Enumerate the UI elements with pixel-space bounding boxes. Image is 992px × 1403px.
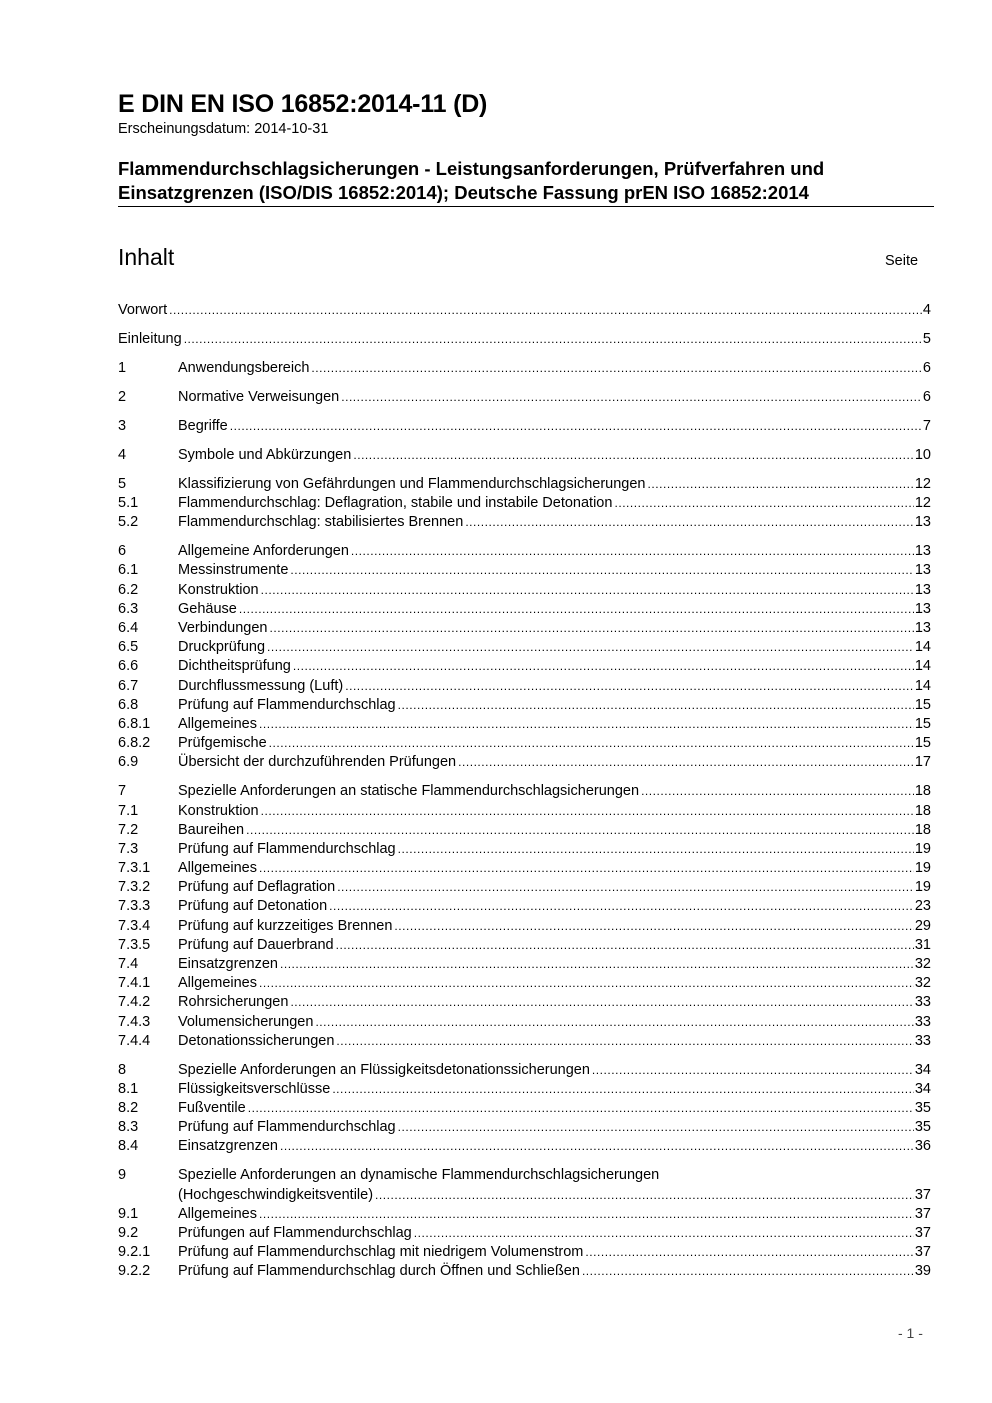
toc-entry[interactable] bbox=[118, 494, 931, 513]
toc-entry[interactable] bbox=[118, 753, 931, 772]
toc-entry-number: 1 bbox=[118, 359, 127, 376]
toc-entry-title: Fußventile bbox=[178, 1100, 246, 1117]
dot-leader bbox=[339, 388, 922, 407]
toc-entry-heading-line bbox=[118, 1166, 931, 1185]
dot-leader bbox=[291, 657, 914, 676]
dot-leader bbox=[396, 840, 914, 859]
toc-entry-number: 2 bbox=[118, 388, 127, 405]
toc-entry-number: 6.6 bbox=[118, 658, 139, 675]
toc-entry-title: Allgemeines bbox=[178, 715, 257, 732]
toc-entry-number: 7 bbox=[118, 783, 127, 800]
toc-entry[interactable] bbox=[118, 301, 931, 320]
dot-leader bbox=[646, 475, 914, 494]
toc-entry-page: 34 bbox=[914, 1061, 931, 1078]
toc-entry-title: Messinstrumente bbox=[178, 562, 289, 579]
toc-entry-number: 9 bbox=[118, 1167, 127, 1184]
dot-leader bbox=[456, 753, 914, 772]
toc-entry-title: Druckprüfung bbox=[178, 639, 266, 656]
table-of-contents bbox=[118, 301, 931, 1282]
dot-leader bbox=[313, 1013, 913, 1032]
toc-entry-page: 12 bbox=[914, 475, 931, 492]
dot-leader bbox=[268, 619, 914, 638]
toc-entry-page: 19 bbox=[914, 860, 931, 877]
toc-entry-page: 15 bbox=[914, 696, 931, 713]
toc-entry-number: 7.3 bbox=[118, 840, 139, 857]
toc-entry-title: Prüfung auf Flammendurchschlag bbox=[178, 1119, 396, 1136]
toc-entry-page: 33 bbox=[914, 994, 931, 1011]
toc-entry-title: Spezielle Anforderungen an statische Flammendurchschlagsicherungen bbox=[178, 783, 640, 800]
toc-entry-title: Allgemeines bbox=[178, 1205, 257, 1222]
toc-entry-title: Flammendurchschlag: Deflagration, stabile und instabile Detonation bbox=[178, 495, 613, 512]
toc-entry[interactable] bbox=[118, 993, 931, 1012]
toc-entry-page: 6 bbox=[922, 359, 931, 376]
toc-entry-page: 18 bbox=[914, 783, 931, 800]
dot-leader bbox=[349, 542, 914, 561]
toc-entry-title: Normative Verweisungen bbox=[178, 388, 340, 405]
toc-entry[interactable] bbox=[118, 561, 931, 580]
toc-entry-page: 13 bbox=[914, 543, 931, 560]
toc-entry-number: 9.2.1 bbox=[118, 1244, 151, 1261]
dot-leader bbox=[259, 802, 914, 821]
toc-entry[interactable] bbox=[118, 1186, 931, 1205]
dot-leader bbox=[639, 782, 914, 801]
toc-entry-number: 7.2 bbox=[118, 821, 139, 838]
toc-entry-page: 39 bbox=[914, 1263, 931, 1280]
toc-entry-title: Prüfung auf Detonation bbox=[178, 898, 328, 915]
dot-leader bbox=[412, 1224, 914, 1243]
dot-leader bbox=[259, 581, 914, 600]
toc-entry-title: (Hochgeschwindigkeitsventile) bbox=[178, 1186, 374, 1203]
toc-entry-page: 7 bbox=[922, 417, 931, 434]
toc-entry-page: 23 bbox=[914, 898, 931, 915]
toc-entry-number: 6.3 bbox=[118, 600, 139, 617]
toc-entry-page: 15 bbox=[914, 735, 931, 752]
toc-entry-number: 7.4.4 bbox=[118, 1032, 151, 1049]
toc-page-column-label: Seite bbox=[885, 253, 919, 269]
dot-leader bbox=[327, 897, 914, 916]
toc-entry[interactable] bbox=[118, 840, 931, 859]
toc-entry-number: 5.2 bbox=[118, 514, 139, 531]
toc-entry-title: Detonationssicherungen bbox=[178, 1032, 335, 1049]
dot-leader bbox=[265, 638, 914, 657]
toc-entry[interactable] bbox=[118, 446, 931, 465]
toc-entry-title: Symbole und Abkürzungen bbox=[178, 446, 352, 463]
toc-entry-number: 5 bbox=[118, 475, 127, 492]
toc-entry-title: Gehäuse bbox=[178, 600, 237, 617]
toc-entry-title: Spezielle Anforderungen an Flüssigkeitsdetonationssicherungen bbox=[178, 1061, 590, 1078]
toc-entry-page: 29 bbox=[914, 917, 931, 934]
toc-entry-title: Prüfung auf Deflagration bbox=[178, 879, 336, 896]
dot-leader bbox=[309, 359, 922, 378]
document-id: E DIN EN ISO 16852:2014-11 (D) bbox=[118, 90, 488, 118]
toc-heading: Inhalt bbox=[118, 244, 175, 270]
toc-entry-number: 6.8.2 bbox=[118, 735, 151, 752]
dot-leader bbox=[580, 1262, 914, 1281]
toc-entry-title: Durchflussmessung (Luft) bbox=[178, 677, 344, 694]
toc-entry-title: Flüssigkeitsverschlüsse bbox=[178, 1080, 331, 1097]
toc-entry-page: 5 bbox=[922, 330, 931, 347]
toc-entry-page: 12 bbox=[914, 495, 931, 512]
dot-leader bbox=[463, 513, 914, 532]
toc-entry-title: Prüfgemische bbox=[178, 735, 267, 752]
toc-entry-title: Prüfung auf Flammendurchschlag mit niedrigem Volumenstrom bbox=[178, 1244, 584, 1261]
toc-entry-page: 14 bbox=[914, 639, 931, 656]
dot-leader bbox=[373, 1186, 914, 1205]
toc-entry-number: 7.3.3 bbox=[118, 898, 151, 915]
dot-leader bbox=[278, 955, 914, 974]
toc-entry-number: 6.1 bbox=[118, 562, 139, 579]
toc-entry-title: Einsatzgrenzen bbox=[178, 1138, 278, 1155]
toc-entry[interactable] bbox=[118, 782, 931, 801]
dot-leader bbox=[396, 696, 914, 715]
toc-entry-number: 7.4 bbox=[118, 956, 139, 972]
dot-leader bbox=[396, 1118, 914, 1137]
toc-entry-number: 6 bbox=[118, 543, 127, 560]
title-divider bbox=[118, 206, 934, 207]
toc-entry-page: 36 bbox=[914, 1138, 931, 1155]
toc-entry[interactable] bbox=[118, 330, 931, 349]
document-title: Flammendurchschlagsicherungen - Leistungsanforderungen, Prüfverfahren und Einsatzgrenzen (ISO/DIS 16852:2014); Deutsche Fassung prEN ISO 16852:2014 bbox=[118, 158, 825, 203]
dot-leader bbox=[237, 600, 914, 619]
toc-entry-title: Prüfung auf Flammendurchschlag bbox=[178, 696, 396, 713]
toc-entry-number: 6.8.1 bbox=[118, 715, 151, 732]
dot-leader bbox=[246, 1099, 914, 1118]
toc-entry-number: 7.4.3 bbox=[118, 1013, 151, 1030]
toc-entry-page: 19 bbox=[914, 879, 931, 896]
toc-entry-page: 18 bbox=[914, 802, 931, 819]
dot-leader bbox=[343, 677, 914, 696]
toc-entry-number: 6.7 bbox=[118, 677, 139, 694]
toc-entry[interactable] bbox=[118, 955, 931, 974]
dot-leader bbox=[288, 561, 913, 580]
toc-entry[interactable] bbox=[118, 619, 931, 638]
toc-entry[interactable] bbox=[118, 715, 931, 734]
toc-entry[interactable] bbox=[118, 1224, 931, 1243]
dot-leader bbox=[257, 1205, 914, 1224]
dot-leader bbox=[278, 1137, 914, 1156]
toc-entry-number: 6.9 bbox=[118, 754, 139, 771]
toc-entry-title: Dichtheitsprüfung bbox=[178, 658, 291, 675]
toc-entry-page: 33 bbox=[914, 1032, 931, 1049]
toc-entry[interactable] bbox=[118, 802, 931, 821]
toc-entry-number: 8.2 bbox=[118, 1100, 139, 1117]
toc-entry-title: Konstruktion bbox=[178, 802, 259, 819]
toc-entry-number: 7.3.5 bbox=[118, 936, 151, 953]
dot-leader bbox=[330, 1080, 914, 1099]
toc-entry[interactable] bbox=[118, 1032, 931, 1051]
toc-entry-number: 8.3 bbox=[118, 1119, 139, 1136]
toc-entry-number: 9.1 bbox=[118, 1205, 139, 1222]
dot-leader bbox=[244, 821, 914, 840]
toc-entry-title: Prüfung auf kurzzeitiges Brennen bbox=[178, 917, 393, 934]
toc-entry[interactable] bbox=[118, 1137, 931, 1156]
toc-entry-number: 5.1 bbox=[118, 495, 139, 512]
toc-entry-page: 32 bbox=[914, 956, 931, 972]
toc-entry[interactable] bbox=[118, 859, 931, 878]
toc-entry[interactable] bbox=[118, 581, 931, 600]
toc-entry-page: 13 bbox=[914, 514, 931, 531]
toc-entry-number: 8.1 bbox=[118, 1080, 139, 1097]
toc-entry-number: 8.4 bbox=[118, 1138, 139, 1155]
dot-leader bbox=[590, 1061, 914, 1080]
toc-entry-page: 13 bbox=[914, 581, 931, 598]
toc-entry-page: 15 bbox=[914, 715, 931, 732]
dot-leader bbox=[334, 936, 914, 955]
toc-entry-number: 7.3.4 bbox=[118, 917, 151, 934]
toc-entry[interactable] bbox=[118, 936, 931, 955]
dot-leader bbox=[392, 917, 913, 936]
toc-entry-page: 17 bbox=[914, 754, 931, 771]
toc-entry-title: Prüfungen auf Flammendurchschlag bbox=[178, 1225, 412, 1242]
toc-entry-page: 6 bbox=[922, 388, 931, 405]
toc-entry-title: Spezielle Anforderungen an dynamische Flammendurchschlagsicherungen bbox=[178, 1167, 660, 1184]
toc-entry-title: Flammendurchschlag: stabilisiertes Brennen bbox=[178, 514, 464, 531]
toc-entry[interactable] bbox=[118, 1099, 931, 1118]
toc-entry-number: 7.3.2 bbox=[118, 879, 151, 896]
toc-entry-page: 13 bbox=[914, 562, 931, 579]
toc-entry-page: 14 bbox=[914, 677, 931, 694]
toc-entry[interactable] bbox=[118, 917, 931, 936]
toc-entry-number: 7.1 bbox=[118, 802, 139, 819]
toc-entry-page: 37 bbox=[914, 1205, 931, 1222]
toc-entry-title: Allgemeines bbox=[178, 975, 257, 992]
page-number: - 1 - bbox=[898, 1325, 923, 1341]
toc-entry-title: Klassifizierung von Gefährdungen und Flammendurchschlagsicherungen bbox=[178, 475, 646, 492]
toc-entry-title: Volumensicherungen bbox=[178, 1013, 314, 1030]
dot-leader bbox=[334, 1032, 913, 1051]
toc-entry-number: 9.2 bbox=[118, 1225, 139, 1242]
toc-entry[interactable] bbox=[118, 821, 931, 840]
dot-leader bbox=[612, 494, 913, 513]
dot-leader bbox=[257, 715, 914, 734]
toc-entry-title: Vorwort bbox=[118, 302, 168, 318]
toc-entry[interactable] bbox=[118, 1080, 931, 1099]
toc-entry-title: Prüfung auf Flammendurchschlag durch Öffnen und Schließen bbox=[178, 1263, 580, 1280]
toc-entry-page: 14 bbox=[914, 658, 931, 675]
toc-entry[interactable] bbox=[118, 513, 931, 532]
toc-entry-number: 3 bbox=[118, 417, 127, 434]
dot-leader bbox=[257, 859, 914, 878]
toc-entry-title: Einsatzgrenzen bbox=[178, 956, 278, 972]
toc-entry[interactable] bbox=[118, 974, 931, 993]
toc-entry-title: Prüfung auf Flammendurchschlag bbox=[178, 840, 396, 857]
toc-entry[interactable] bbox=[118, 475, 931, 494]
toc-entry-title: Rohrsicherungen bbox=[178, 994, 289, 1011]
toc-entry[interactable] bbox=[118, 878, 931, 897]
publication-date: Erscheinungsdatum: 2014-10-31 bbox=[118, 121, 329, 137]
toc-entry-number: 7.3.1 bbox=[118, 860, 151, 877]
dot-leader bbox=[228, 417, 922, 436]
toc-entry[interactable] bbox=[118, 1013, 931, 1032]
toc-entry[interactable] bbox=[118, 696, 931, 715]
toc-entry-page: 35 bbox=[914, 1119, 931, 1136]
toc-entry-page: 37 bbox=[914, 1186, 931, 1203]
toc-entry-page: 18 bbox=[914, 821, 931, 838]
toc-entry-title: Baureihen bbox=[178, 821, 245, 838]
dot-leader bbox=[257, 974, 914, 993]
dot-leader bbox=[167, 301, 922, 320]
toc-entry-page: 32 bbox=[914, 975, 931, 992]
toc-entry[interactable] bbox=[118, 897, 931, 916]
toc-entry-title: Allgemeine Anforderungen bbox=[178, 543, 349, 560]
toc-entry-number: 7.4.1 bbox=[118, 975, 151, 992]
toc-entry-title: Verbindungen bbox=[178, 620, 268, 637]
dot-leader bbox=[288, 993, 913, 1012]
toc-entry-number: 4 bbox=[118, 446, 127, 463]
toc-entry[interactable] bbox=[118, 677, 931, 696]
toc-entry[interactable] bbox=[118, 1262, 931, 1281]
toc-entry[interactable] bbox=[118, 1205, 931, 1224]
toc-entry-number: 6.4 bbox=[118, 620, 139, 637]
toc-entry[interactable] bbox=[118, 417, 931, 436]
toc-entry-page: 34 bbox=[914, 1080, 931, 1097]
toc-entry[interactable] bbox=[118, 388, 931, 407]
toc-entry-page: 19 bbox=[914, 840, 931, 857]
toc-entry-page: 33 bbox=[914, 1013, 931, 1030]
toc-entry[interactable] bbox=[118, 542, 931, 561]
toc-entry-title: Konstruktion bbox=[178, 581, 259, 598]
toc-entry-page: 37 bbox=[914, 1225, 931, 1242]
toc-entry-title: Übersicht der durchzuführenden Prüfungen bbox=[178, 754, 457, 771]
toc-entry[interactable] bbox=[118, 600, 931, 619]
dot-leader bbox=[267, 734, 914, 753]
toc-entry[interactable] bbox=[118, 1061, 931, 1080]
toc-entry[interactable] bbox=[118, 657, 931, 676]
toc-entry[interactable] bbox=[118, 359, 931, 378]
toc-entry-title: Einleitung bbox=[118, 330, 182, 347]
toc-entry-page: 10 bbox=[914, 446, 931, 463]
toc-entry-number: 8 bbox=[118, 1061, 127, 1078]
toc-entry-page: 35 bbox=[914, 1100, 931, 1117]
toc-entry[interactable] bbox=[118, 1243, 931, 1262]
toc-entry-title: Anwendungsbereich bbox=[178, 359, 310, 376]
toc-entry-page: 31 bbox=[914, 936, 931, 953]
dot-leader bbox=[182, 330, 922, 349]
toc-entry-number: 6.5 bbox=[118, 639, 139, 656]
dot-leader bbox=[351, 446, 914, 465]
toc-entry-title: Begriffe bbox=[178, 417, 228, 434]
toc-entry-title: Prüfung auf Dauerbrand bbox=[178, 936, 334, 953]
toc-entry[interactable] bbox=[118, 734, 931, 753]
toc-entry-number: 6.8 bbox=[118, 696, 139, 713]
toc-entry[interactable] bbox=[118, 1118, 931, 1137]
toc-entry-number: 6.2 bbox=[118, 581, 139, 598]
toc-entry-number: 9.2.2 bbox=[118, 1263, 151, 1280]
toc-entry-page: 13 bbox=[914, 620, 931, 637]
toc-entry-page: 13 bbox=[914, 600, 931, 617]
dot-leader bbox=[335, 878, 914, 897]
dot-leader bbox=[583, 1243, 913, 1262]
toc-entry[interactable] bbox=[118, 638, 931, 657]
toc-entry-page: 37 bbox=[914, 1244, 931, 1261]
toc-entry-title: Allgemeines bbox=[178, 860, 257, 877]
toc-entry-number: 7.4.2 bbox=[118, 994, 151, 1011]
toc-entry-page: 4 bbox=[922, 302, 931, 318]
